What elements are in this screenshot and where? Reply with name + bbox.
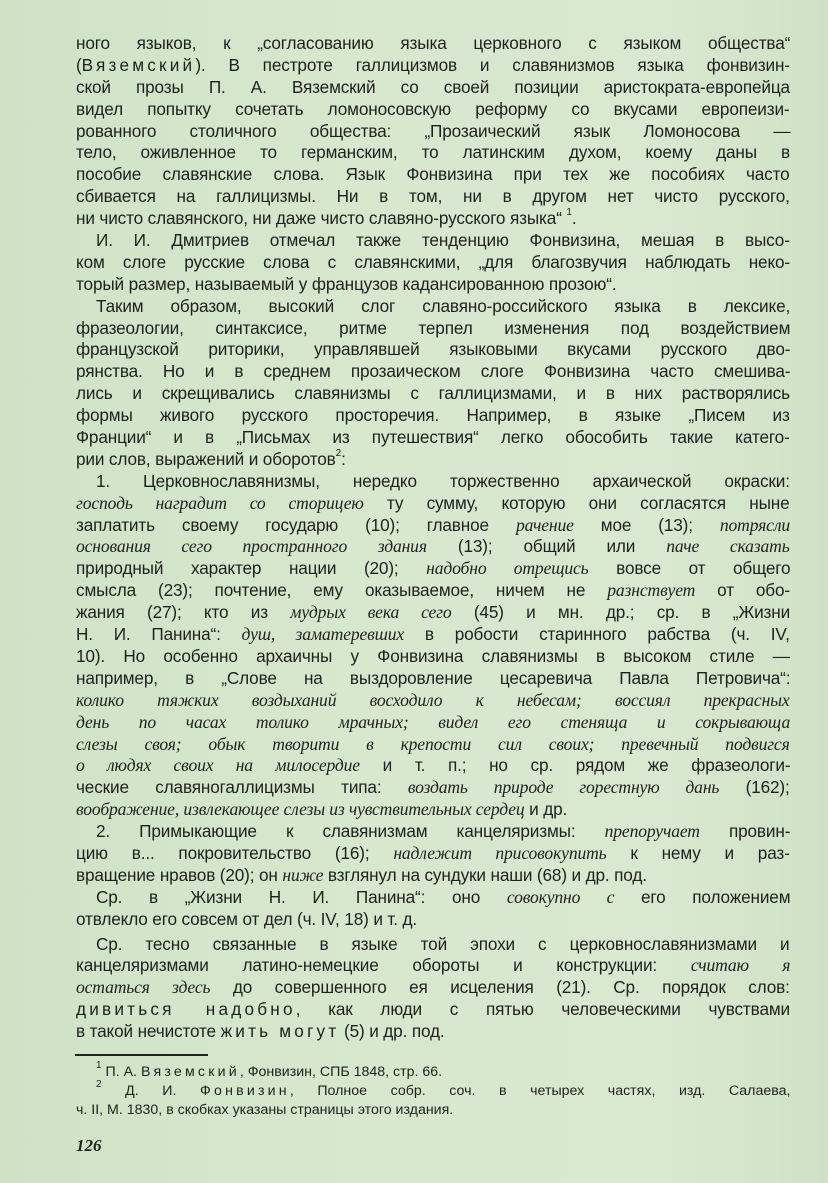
example-italic: воображение, извлекающее слезы из чувствительных сердец — [76, 799, 525, 820]
text-line: господь наградит со сторицею ту сумму, которую они согласятся ныне — [76, 492, 790, 513]
footnote-2: $^2$ Д. И. Фонвизин, Полное собр. соч. в четырех частях, изд. Салаева, — [96, 1079, 791, 1099]
text-line: заплатить своему государю (10); главное рачение мое (13); потрясли — [76, 514, 790, 535]
text-line: Франции“ и в „Письмах из путешествия“ легко обособить такие катего- — [76, 427, 790, 448]
example-italic: воздать природе горестную дань — [407, 777, 720, 798]
spaced-example: жить могут — [220, 1021, 340, 1042]
text-line: Ср. в „Жизни Н. И. Панина“: оно совокупно с его положением — [96, 886, 791, 907]
example-italic: потрясли — [719, 514, 790, 535]
text-line: 2. Примыкающие к славянизмам канцеляризмы: препоручает провин- — [96, 821, 791, 842]
example-italic: душ, заматеревших — [241, 624, 405, 645]
example-italic: надобно отрещись — [426, 558, 589, 579]
text-line: рованного столичного общества: „Прозаический язык Ломоносова — — [76, 120, 791, 141]
text-line: фразеологии, синтаксисе, ритме терпел изменения под воздействием — [76, 317, 791, 338]
text-line: И. И. Дмитриев отмечал также тенденцию Фонвизина, мешая в высо- — [96, 230, 790, 251]
footnote-ref-1[interactable]: 1 — [566, 207, 572, 219]
footnote-2-cont: ч. II, М. 1830, в скобках указаны страницы этого издания. — [76, 1102, 454, 1118]
footnote-ref-2[interactable]: 2 — [335, 448, 342, 460]
text-line: формы живого русского просторечия. Например, в языке „Писем из — [76, 405, 790, 426]
example-italic: препоручает — [604, 821, 700, 842]
text-line: сбивается на галлицизмы. Ни в том, ни в другом нет чисто русского, — [76, 186, 790, 207]
footnote-divider — [75, 1054, 208, 1056]
text-line-italic: день по часах толико мрачных; видел его стеняща и сокрывающа — [76, 711, 791, 732]
text-line: остаться здесь до совершенного ея исцеления (21). Ср. порядок слов: — [76, 977, 790, 998]
example-italic: разнствует — [607, 580, 696, 601]
paragraph-dmitriev — [76, 230, 790, 296]
text-line: ни чисто славянского, ни даже чисто славяно-русского языка“ $^1$. — [76, 207, 577, 229]
paragraph-vyazemsky — [76, 33, 790, 230]
paragraph-high-style — [76, 296, 790, 471]
example-italic: о людях своих на милосердие — [76, 755, 360, 776]
spaced-example: дивиться надобно — [76, 999, 296, 1020]
page-number: 126 — [76, 1136, 102, 1155]
body-text — [76, 33, 790, 1043]
text-line: 1. Церковнославянизмы, нередко торжественно архаической окраски: — [96, 470, 790, 491]
example-italic: ниже — [282, 864, 324, 885]
text-line: основания сего пространного здания (13); общий или паче сказать — [76, 536, 790, 557]
paragraph-panin — [76, 887, 790, 931]
footnotes — [76, 1060, 791, 1120]
text-line: цию в... покровительство (16); надлежит присовокупить к нему и раз- — [76, 842, 790, 863]
text-line: тело, оживленное то германским, то латинским духом, коему даны в — [76, 142, 791, 163]
list-item-2-chancery-terms — [76, 821, 790, 887]
text-line: Таким образом, высокий слог славяно-российского языка в лексике, — [96, 295, 791, 316]
paragraph-latin-german — [76, 934, 790, 1043]
example-italic: мудрых века сего — [290, 602, 452, 623]
text-line: вращение нравов (20); он ниже взглянул на сундуки наши (68) и др. под. — [76, 864, 647, 885]
example-italic: совокупно с — [506, 886, 615, 907]
text-line: пособие славянские слова. Язык Фонвизина при тех же пособиях часто — [76, 164, 790, 185]
text-line: о людях своих на милосердие и т. п.; но ср. рядом же фразеологи- — [76, 755, 791, 776]
text-line: природный характер нации (20); надобно отрещись вовсе от общего — [76, 558, 791, 579]
text-line: французской риторики, управлявшей языковыми вкусами русского дво- — [76, 339, 791, 360]
text-line: жания (27); кто из мудрых века сего (45) и мн. др.; ср. в „Жизни — [76, 602, 791, 623]
text-line: например, в „Слове на выздоровление цесаревича Павла Петровича“: — [76, 667, 791, 688]
example-italic: считаю я — [690, 955, 791, 976]
footnote-1: $^1$ П. А. Вяземский, Фонвизин, СПБ 1848, стр. 66. — [96, 1060, 443, 1080]
text-line: ного языков, к „согласованию языка церковного с языком общества“ — [76, 33, 791, 53]
spaced-name: Вяземский — [81, 54, 196, 75]
text-line: лись и скрещивались славянизмы с галлицизмами, и в них растворялись — [76, 383, 790, 404]
text-line-italic: слезы своя; обык творити в крепости сил своих; превечный подвигся — [76, 733, 790, 754]
example-italic: рачение — [515, 514, 574, 535]
text-line: торый размер, называемый у французов кадансированною прозою“. — [76, 273, 617, 294]
text-line: рии слов, выражений и оборотов$^2$: — [76, 448, 346, 469]
text-line: (Вяземский). В пестроте галлицизмов и славянизмов языка фонвизин- — [76, 54, 790, 75]
text-line: ческие славяногаллицизмы типа: воздать природе горестную дань (162); — [76, 777, 790, 798]
text-line: в такой нечистоте жить могут (5) и др. под. — [76, 1021, 445, 1042]
example-italic: паче сказать — [666, 536, 790, 557]
text-line: ком слоге русские слова с славянскими, „для благозвучия наблюдать неко- — [76, 251, 791, 272]
list-item-1-church-slavonicisms — [76, 471, 790, 821]
text-line: смысла (23); почтение, ему оказываемое, ничем не разнствует от обо- — [76, 580, 790, 601]
text-line: ской прозы П. А. Вяземский со своей позиции аристократа-европейца — [76, 76, 790, 97]
example-italic: основания сего пространного здания — [76, 536, 427, 557]
text-line: отвлекло его совсем от дел (ч. IV, 18) и т. д. — [76, 908, 417, 929]
text-line: канцеляризмами латино-немецкие обороты и конструкции: считаю я — [76, 955, 791, 976]
example-italic: надлежит присовокупить — [393, 842, 607, 863]
text-line-italic: колико тяжких воздыханий восходило к небесам; воссиял прекрасных — [76, 689, 790, 710]
example-italic: остаться здесь — [76, 977, 211, 998]
text-line: видел попытку сочетать ломоносовскую реформу со вкусами европеизи- — [76, 98, 790, 119]
example-italic: господь наградит со сторицею — [76, 492, 364, 513]
text-line: дивиться надобно, как люди с пятью человеческими чувствами — [76, 999, 790, 1020]
text-line: воображение, извлекающее слезы из чувствительных сердец и др. — [76, 799, 568, 820]
text-line: рянства. Но и в среднем прозаическом слоге Фонвизина часто смешива- — [76, 361, 791, 382]
text-line: 10). Но особенно архаичны у Фонвизина славянизмы в высоком стиле — — [76, 645, 790, 666]
text-line: Ср. тесно связанные в языке той эпохи с церковнославянизмами и — [96, 933, 790, 954]
text-line: Н. И. Панина“: душ, заматеревших в робости старинного рабства (ч. IV, — [76, 624, 790, 645]
